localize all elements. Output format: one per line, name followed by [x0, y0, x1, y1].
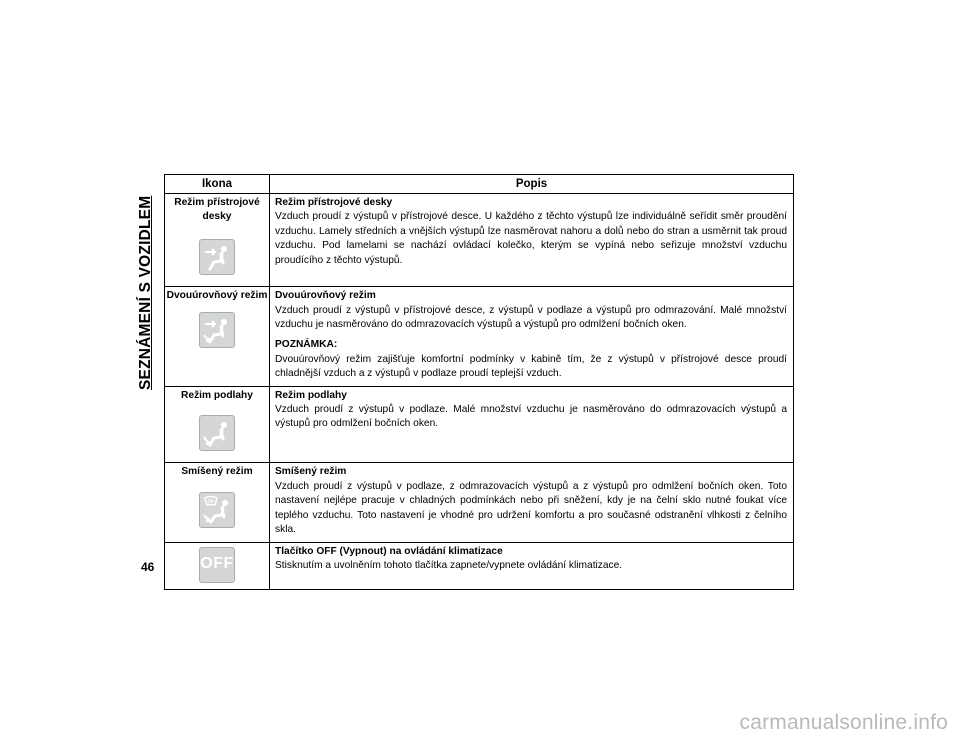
description-cell	[270, 542, 794, 589]
table-row	[165, 542, 794, 589]
description-text: Stisknutím a uvolněním tohoto tlačítka zapnete/vypnete ovládání klimatizace.	[275, 559, 623, 571]
description-text: Vzduch proudí z výstupů v přístrojové desce, z výstupů v podlaze a výstupů pro odmrazování. Malé množství vzduchu je nasměrováno do odmrazovacích výstupů a výstupů pro odmlžení bočních oken.	[275, 304, 787, 331]
header-description: Popis	[270, 175, 794, 194]
description-cell	[270, 386, 794, 463]
mode-name: Režim přístrojové desky	[174, 197, 260, 223]
panel-mode-icon	[199, 239, 235, 275]
climate-modes-table	[164, 174, 794, 590]
description-title: Tlačítko OFF (Vypnout) na ovládání klimatizace	[275, 545, 503, 557]
icon-cell	[165, 386, 270, 463]
mode-name: Režim podlahy	[181, 389, 253, 401]
page-number: 46	[141, 560, 155, 574]
note-text: Dvouúrovňový režim zajišťuje komfortní podmínky v kabině tím, že z výstupů v přístrojové desce proudí chladnější vzduch a z výstupů v podlaze proudí teplejší vzduch.	[275, 353, 787, 380]
table-row	[165, 463, 794, 542]
icon-cell	[165, 463, 270, 542]
description-cell	[270, 194, 794, 287]
table-header-row	[165, 175, 794, 194]
description-title: Dvouúrovňový režim	[275, 290, 376, 302]
description-text: Vzduch proudí z výstupů v podlaze, z odmrazovacích výstupů a z výstupů pro odmlžení bočních oken. Toto nastavení nejlépe pracuje v chladných podmínkách nebo při sněžení, kdy je na čelní sklo nutné foukat více teplého vzduchu. Toto nastavení je vhodné pro udržení komfortu a pro současné odstranění vlhkosti z čelního skla.	[275, 480, 787, 536]
floor-mode-icon	[199, 415, 235, 451]
mode-name: Smíšený režim	[181, 466, 253, 478]
note-title: POZNÁMKA:	[275, 339, 338, 351]
section-title: SEZNÁMENÍ S VOZIDLEM	[137, 195, 154, 390]
description-title: Režim přístrojové desky	[275, 197, 393, 208]
description-title: Režim podlahy	[275, 389, 347, 401]
bi-level-mode-icon	[199, 312, 235, 348]
icon-cell	[165, 194, 270, 287]
table-row	[165, 287, 794, 386]
description-cell	[270, 287, 794, 386]
table-row	[165, 386, 794, 463]
description-text: Vzduch proudí z výstupů v přístrojové desce. U každého z těchto výstupů lze individuálně seřídit směr proudění vzduchu. Lamely středních a vnějších výstupů lze nasměrovat nahoru a dolů nebo do stran a usměrnit tak proud vzduchu. Pod lamelami se nachází ovládací kolečko, kterým se vypíná nebo seřizuje množství vzduchu proudícího z těchto výstupů.	[275, 211, 787, 266]
mix-mode-icon	[199, 492, 235, 528]
watermark: carmanualsonline.info	[739, 711, 948, 734]
description-title: Smíšený režim	[275, 466, 347, 478]
mode-name: Dvouúrovňový režim	[166, 290, 268, 302]
table-row	[165, 194, 794, 287]
icon-cell	[165, 287, 270, 386]
off-icon-label: OFF	[200, 555, 234, 573]
off-button-icon	[199, 547, 235, 583]
description-text: Vzduch proudí z výstupů v podlaze. Malé množství vzduchu je nasměrováno do odmrazovacích výstupů a výstupů pro odmlžení bočních oken.	[275, 404, 787, 430]
icon-cell	[165, 542, 270, 589]
description-cell	[270, 463, 794, 542]
header-icon: Ikona	[165, 175, 270, 194]
